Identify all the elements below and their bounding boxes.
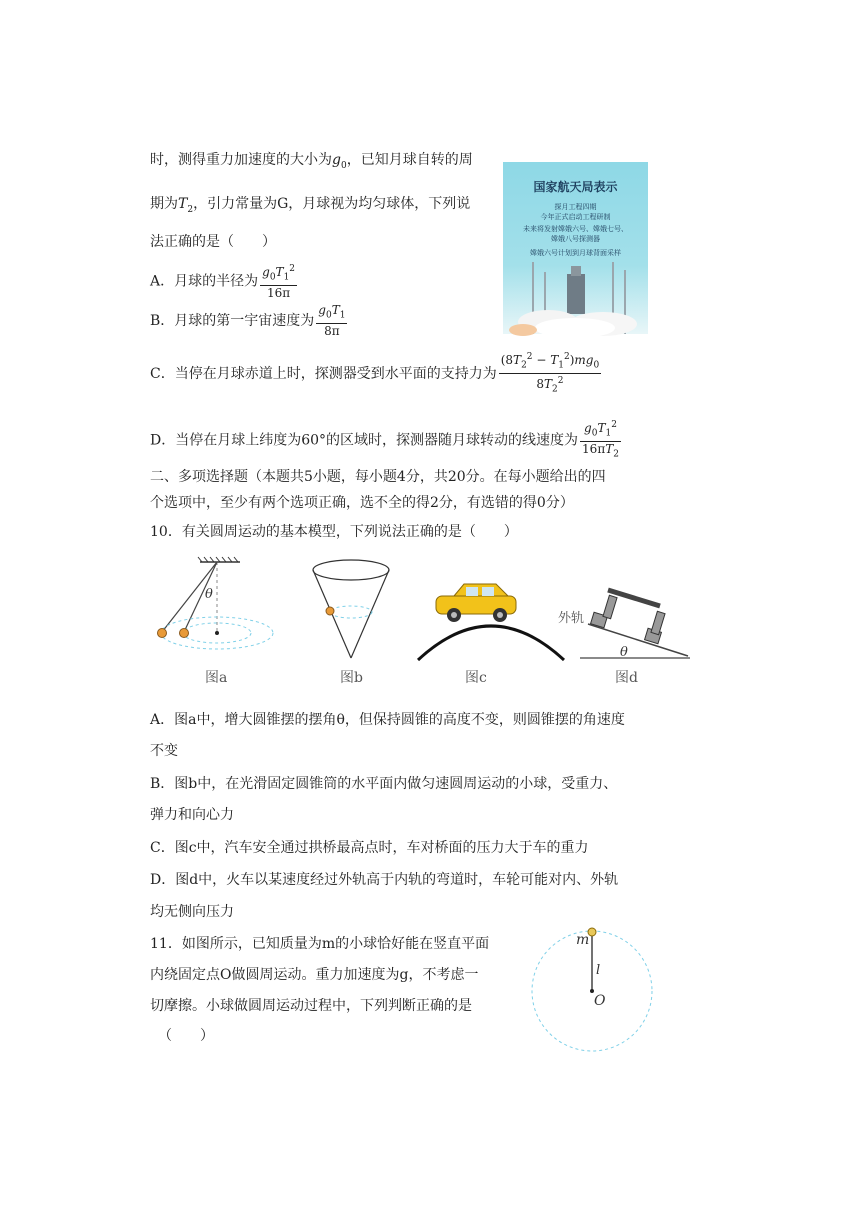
q11-line2: 内绕固定点O做圆周运动。重力加速度为g，不考虑一 <box>150 967 479 983</box>
poster-line: 嫦娥八号探测器 <box>551 235 600 243</box>
q10-stem: 10．有关圆周运动的基本模型，下列说法正确的是（ ） <box>150 524 518 540</box>
q9-option-c: C．当停在月球赤道上时，探测器受到水平面的支持力为 $\frac{(8T_2^2 - T_1^2)mg_0}{8T_2^2}$ <box>150 350 603 398</box>
q9-line1: 时，测得重力加速度的大小为$g_0$，已知月球自转的周 <box>150 152 473 171</box>
figure-d-label: 图d <box>615 670 638 686</box>
rocket-launch-illustration <box>503 162 648 334</box>
poster-line: 今年正式启动工程研制 <box>540 213 611 221</box>
q10-option-c: C．图c中，汽车安全通过拱桥最高点时，车对桥面的压力大于车的重力 <box>150 840 589 856</box>
fraction: $\frac{(8T_2^2 - T_1^2)mg_0}{8T_2^2}$ <box>500 352 600 395</box>
space-agency-poster <box>503 162 648 334</box>
section2-heading-line1: 二、多项选择题（本题共5小题，每小题4分，共20分。在每小题给出的四 <box>150 469 606 485</box>
q10-option-b-line1: B．图b中，在光滑固定圆锥筒的水平面内做匀速圆周运动的小球，受重力、 <box>150 776 618 792</box>
theta-label: θ <box>205 587 213 602</box>
figure-vertical-circle <box>528 924 668 1054</box>
fraction: $\frac{g_0T_1}{8\pi}$ <box>318 303 346 339</box>
theta-label: θ <box>620 645 628 660</box>
length-label: l <box>596 963 601 978</box>
q9-option-b: B．月球的第一宇宙速度为 $\frac{g_0T_1}{8\pi}$ <box>150 303 346 339</box>
section2-heading-line2: 个选项中，至少有两个选项正确，选不全的得2分，有选错的得0分） <box>150 495 574 511</box>
q11-line4: （ ） <box>158 1028 214 1044</box>
fraction: $\frac{g_0T_1^2}{16\pi T_2}$ <box>582 420 619 460</box>
figure-d-banked-rails <box>558 572 693 662</box>
outer-rail-label: 外轨 <box>558 611 585 626</box>
q10-option-a-line1: A．图a中，增大圆锥摆的摆角θ，但保持圆锥的高度不变，则圆锥摆的角速度 <box>150 712 625 728</box>
poster-line: 探月工程四期 <box>554 203 597 211</box>
figure-a-conical-pendulum <box>150 556 280 666</box>
figure-b-label: 图b <box>340 670 363 686</box>
figure-c-car-on-bridge <box>416 582 566 662</box>
q11-line1: 11．如图所示，已知质量为m的小球恰好能在竖直平面 <box>150 936 490 952</box>
poster-line: 未来将发射嫦娥六号、嫦娥七号、 <box>523 225 628 233</box>
q10-option-d-line1: D．图d中，火车以某速度经过外轨高于内轨的弯道时，车轮可能对内、外轨 <box>150 872 619 888</box>
q9-line3: 法正确的是（ ） <box>150 234 276 250</box>
mass-label: m <box>576 932 590 948</box>
q9-option-a: A．月球的半径为 $\frac{g_0T_1^2}{16\pi}$ <box>150 264 296 301</box>
poster-line: 嫦娥六号计划到月球背面采样 <box>530 249 621 257</box>
q9-line2: 期为$T_2$，引力常量为G，月球视为均匀球体，下列说 <box>150 196 471 215</box>
figure-b-cone <box>306 556 396 666</box>
poster-title: 国家航天局表示 <box>533 180 618 194</box>
figure-a-label: 图a <box>205 670 228 686</box>
q10-option-b-line2: 弹力和向心力 <box>150 807 234 823</box>
q10-option-d-line2: 均无侧向压力 <box>150 904 234 920</box>
center-label: O <box>594 993 606 1009</box>
q10-option-a-line2: 不变 <box>150 743 178 759</box>
figure-c-label: 图c <box>465 670 487 686</box>
fraction: $\frac{g_0T_1^2}{16\pi}$ <box>262 264 296 301</box>
q11-line3: 切摩擦。小球做圆周运动过程中，下列判断正确的是 <box>150 998 472 1014</box>
q9-option-d: D．当停在月球上纬度为60°的区域时，探测器随月球转动的线速度为 $\frac{g_0T_1^2}{16\pi T_2}$ <box>150 418 623 463</box>
